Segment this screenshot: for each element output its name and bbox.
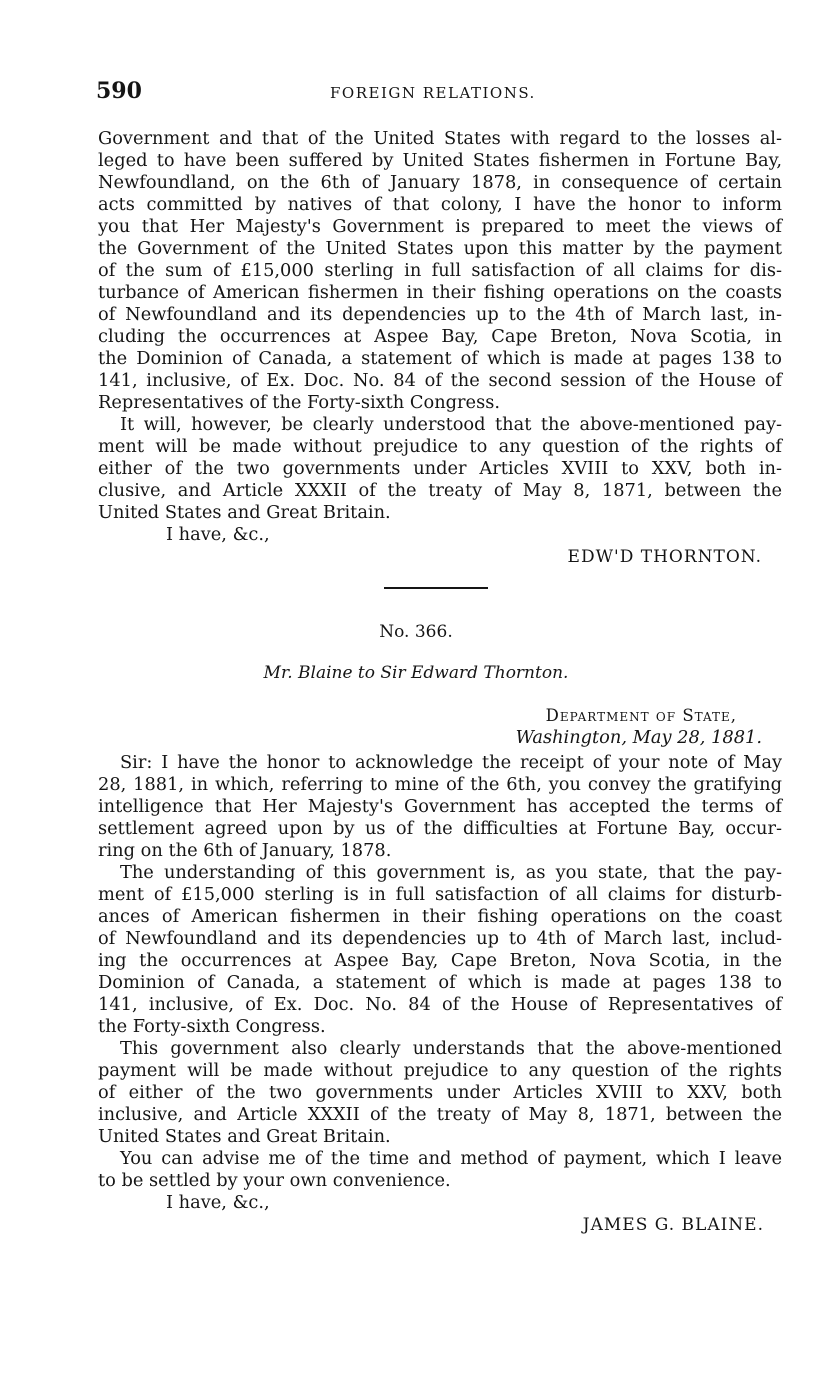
dept-line: Department of State, bbox=[545, 706, 737, 725]
letter1-line: of the sum of £15,000 sterling in full satisfaction of all claims for dis- bbox=[98, 260, 782, 281]
letter2-line: 141, inclusive, of Ex. Doc. No. 84 of the House of Representatives of bbox=[98, 994, 782, 1015]
letter1-line: clusive, and Article XXXII of the treaty of May 8, 1871, between the bbox=[98, 480, 782, 501]
letter1-closing: I have, &c., bbox=[166, 524, 270, 545]
letter1-line: turbance of American fishermen in their fishing operations on the coasts bbox=[98, 282, 782, 303]
page-number: 590 bbox=[96, 78, 142, 104]
running-head: FOREIGN RELATIONS. bbox=[330, 84, 536, 102]
letter1-line: leged to have been suffered by United States fishermen in Fortune Bay, bbox=[98, 150, 782, 171]
letter1-line: acts committed by natives of that colony, I have the honor to inform bbox=[98, 194, 782, 215]
letter1-line: either of the two governments under Articles XVIII to XXV, both in- bbox=[98, 458, 782, 479]
letter2-line: payment will be made without prejudice to any question of the rights bbox=[98, 1060, 782, 1081]
letter1-line: the Dominion of Canada, a statement of which is made at pages 138 to bbox=[98, 348, 782, 369]
letter2-heading: Mr. Blaine to Sir Edward Thornton. bbox=[263, 663, 569, 683]
letter2-closing: I have, &c., bbox=[166, 1192, 270, 1213]
place-date: Washington, May 28, 1881. bbox=[515, 727, 762, 748]
letter2-line: ring on the 6th of January, 1878. bbox=[98, 840, 392, 861]
letter1-line: cluding the occurrences at Aspee Bay, Cape Breton, Nova Scotia, in bbox=[98, 326, 782, 347]
letter2-line: ing the occurrences at Aspee Bay, Cape Breton, Nova Scotia, in the bbox=[98, 950, 782, 971]
letter2-line: settlement agreed upon by us of the difficulties at Fortune Bay, occur- bbox=[98, 818, 782, 839]
letter1-line: Newfoundland, on the 6th of January 1878, in consequence of certain bbox=[98, 172, 782, 193]
letter2-line: The understanding of this government is, as you state, that the pay- bbox=[120, 862, 782, 883]
letter1-line: you that Her Majesty's Government is prepared to meet the views of bbox=[98, 216, 782, 237]
letter1-line: Government and that of the United States with regard to the losses al- bbox=[98, 128, 782, 149]
letter1-line: the Government of the United States upon this matter by the payment bbox=[98, 238, 782, 259]
section-divider bbox=[384, 587, 488, 589]
letter2-line: the Forty-sixth Congress. bbox=[98, 1016, 326, 1037]
letter2-line: intelligence that Her Majesty's Government has accepted the terms of bbox=[98, 796, 782, 817]
letter2-line: Dominion of Canada, a statement of which is made at pages 138 to bbox=[98, 972, 782, 993]
letter2-line: ances of American fishermen in their fishing operations on the coast bbox=[98, 906, 782, 927]
letter1-line: Representatives of the Forty-sixth Congress. bbox=[98, 392, 500, 413]
letter1-line: It will, however, be clearly understood that the above-mentioned pay- bbox=[120, 414, 782, 435]
letter2-line: ment of £15,000 sterling is in full satisfaction of all claims for disturb- bbox=[98, 884, 782, 905]
document-number: No. 366. bbox=[379, 622, 453, 642]
letter1-line: United States and Great Britain. bbox=[98, 502, 391, 523]
letter2-line: inclusive, and Article XXXII of the treaty of May 8, 1871, between the bbox=[98, 1104, 782, 1125]
letter1-line: of Newfoundland and its dependencies up to the 4th of March last, in- bbox=[98, 304, 782, 325]
letter2-line: This government also clearly understands that the above-mentioned bbox=[120, 1038, 782, 1059]
letter2-line: Sir: I have the honor to acknowledge the receipt of your note of May bbox=[120, 752, 782, 773]
letter2-line: of either of the two governments under Articles XVIII to XXV, both bbox=[98, 1082, 782, 1103]
page-header bbox=[96, 78, 760, 110]
letter1-line: 141, inclusive, of Ex. Doc. No. 84 of the second session of the House of bbox=[98, 370, 782, 391]
letter2-line: to be settled by your own convenience. bbox=[98, 1170, 451, 1191]
letter2-line: You can advise me of the time and method of payment, which I leave bbox=[120, 1148, 782, 1169]
letter1-line: ment will be made without prejudice to any question of the rights of bbox=[98, 436, 782, 457]
letter2-signature: JAMES G. BLAINE. bbox=[582, 1215, 764, 1235]
letter2-line: of Newfoundland and its dependencies up to 4th of March last, includ- bbox=[98, 928, 782, 949]
letter1-signature: EDW'D THORNTON. bbox=[567, 547, 762, 567]
letter2-line: 28, 1881, in which, referring to mine of the 6th, you convey the gratifying bbox=[98, 774, 782, 795]
letter2-line: United States and Great Britain. bbox=[98, 1126, 391, 1147]
